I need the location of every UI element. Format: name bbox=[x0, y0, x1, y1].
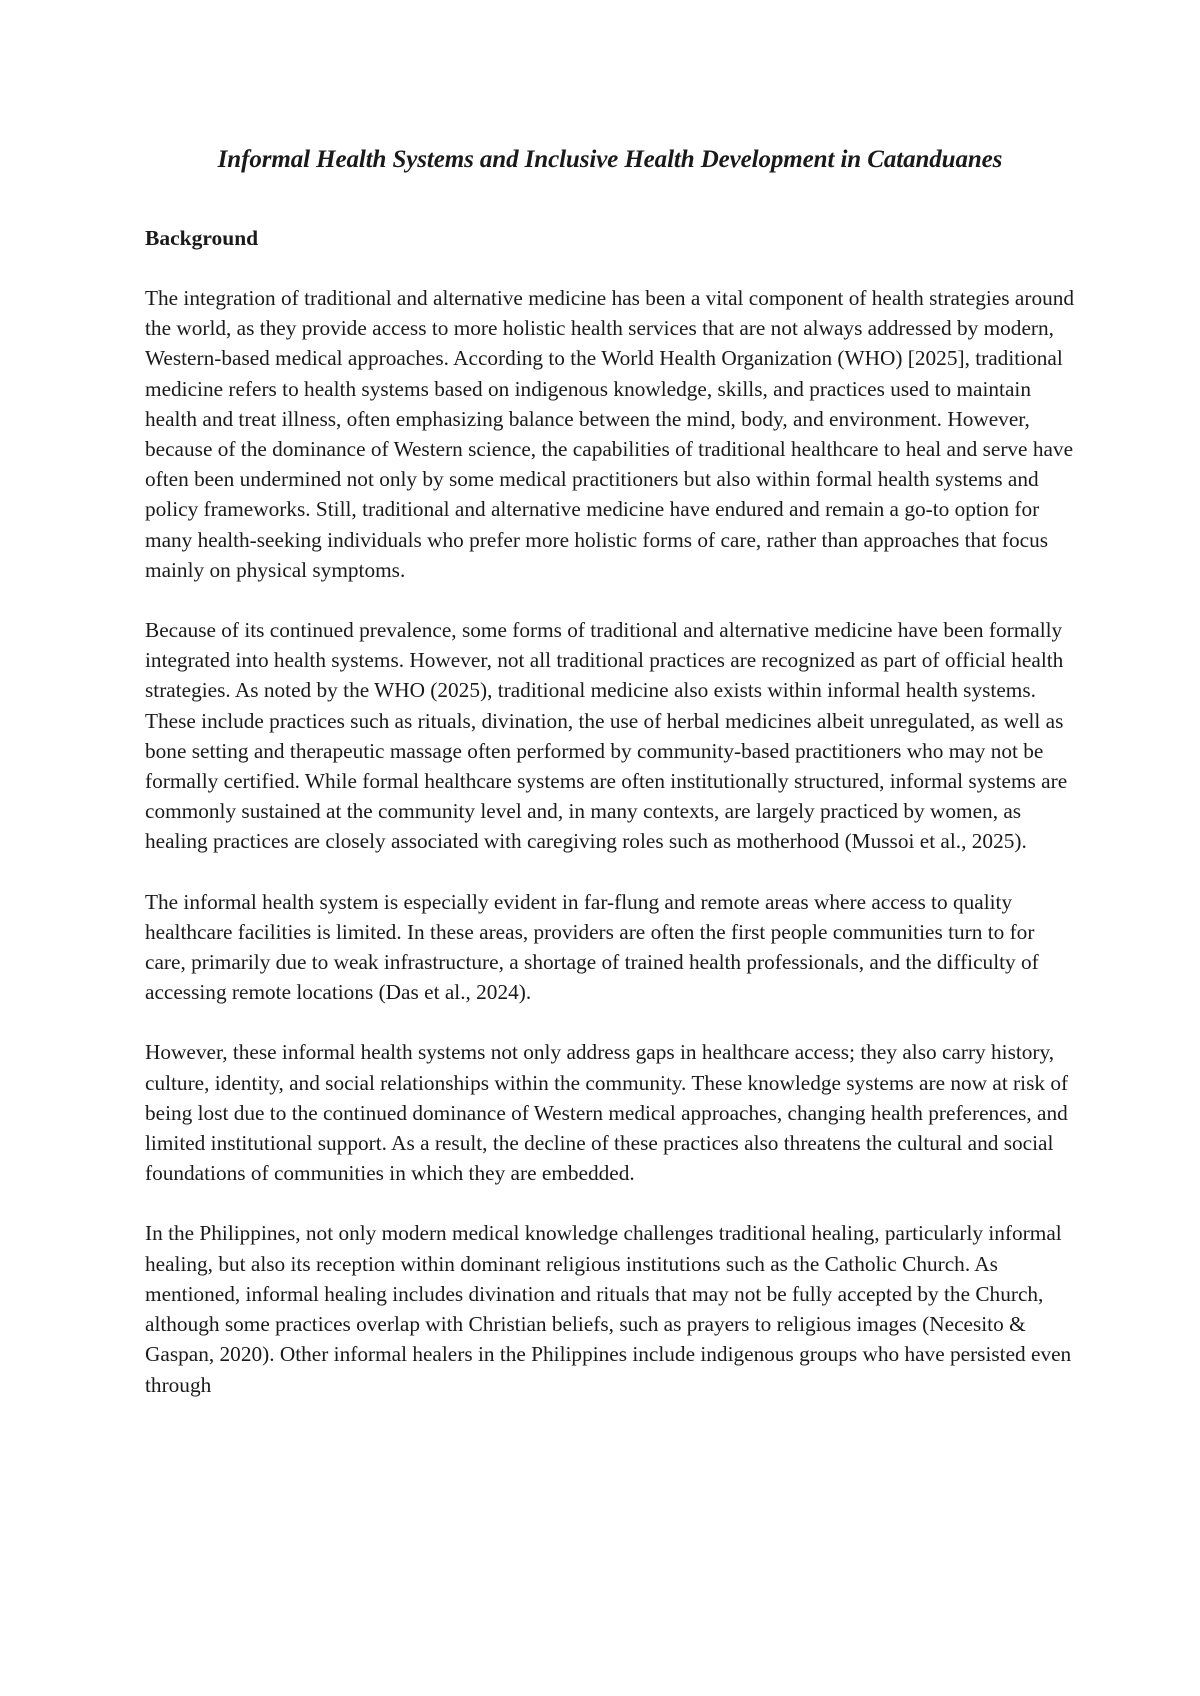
paragraph: In the Philippines, not only modern medical knowledge challenges traditional healing, particularly informal healing, but also its reception within dominant religious institutions such as the Catholic Church. As mentioned, informal healing includes divination and rituals that may not be fully accepted by the Church, although some practices overlap with Christian beliefs, such as prayers to religious images (Necesito & Gaspan, 2020). Other informal healers in the Philippines include indigenous groups who have persisted even through bbox=[145, 1221, 1072, 1397]
section-heading-background: Background bbox=[145, 226, 259, 250]
document-title: Informal Health Systems and Inclusive Health Development in Catanduanes bbox=[217, 146, 1003, 173]
paragraph: Because of its continued prevalence, some forms of traditional and alternative medicine have been formally integrated into health systems. However, not all traditional practices are recognized as part of official health strategies. As noted by the WHO (2025), traditional medicine also exists within informal health systems. These include practices such as rituals, divination, the use of herbal medicines albeit unregulated, as well as bone setting and therapeutic massage often performed by community-based practitioners who may not be formally certified. While formal healthcare systems are often institutionally structured, informal systems are commonly sustained at the community level and, in many contexts, are largely practiced by women, as healing practices are closely associated with caregiving roles such as motherhood (Mussoi et al., 2025). bbox=[145, 618, 1068, 854]
paragraph: The integration of traditional and alternative medicine has been a vital component of health strategies around the world, as they provide access to more holistic health services that are not always addressed by modern, Western-based medical approaches. According to the World Health Organization (WHO) [2025], traditional medicine refers to health systems based on indigenous knowledge, skills, and practices used to maintain health and treat illness, often emphasizing balance between the mind, body, and environment. However, because of the dominance of Western science, the capabilities of traditional healthcare to heal and serve have often been undermined not only by some medical practitioners but also within formal health systems and policy frameworks. Still, traditional and alternative medicine have endured and remain a go-to option for many health-seeking individuals who prefer more holistic forms of care, rather than approaches that focus mainly on physical symptoms. bbox=[145, 286, 1075, 582]
paragraph: However, these informal health systems not only address gaps in healthcare access; they also carry history, culture, identity, and social relationships within the community. These knowledge systems are now at risk of being lost due to the continued dominance of Western medical approaches, changing health preferences, and limited institutional support. As a result, the decline of these practices also threatens the cultural and social foundations of communities in which they are embedded. bbox=[145, 1040, 1069, 1186]
document-body bbox=[145, 143, 1075, 1400]
paragraph: The informal health system is especially evident in far-flung and remote areas where access to quality healthcare facilities is limited. In these areas, providers are often the first people communities turn to for care, primarily due to weak infrastructure, a shortage of trained health professionals, and the difficulty of accessing remote locations (Das et al., 2024). bbox=[145, 889, 1039, 1005]
